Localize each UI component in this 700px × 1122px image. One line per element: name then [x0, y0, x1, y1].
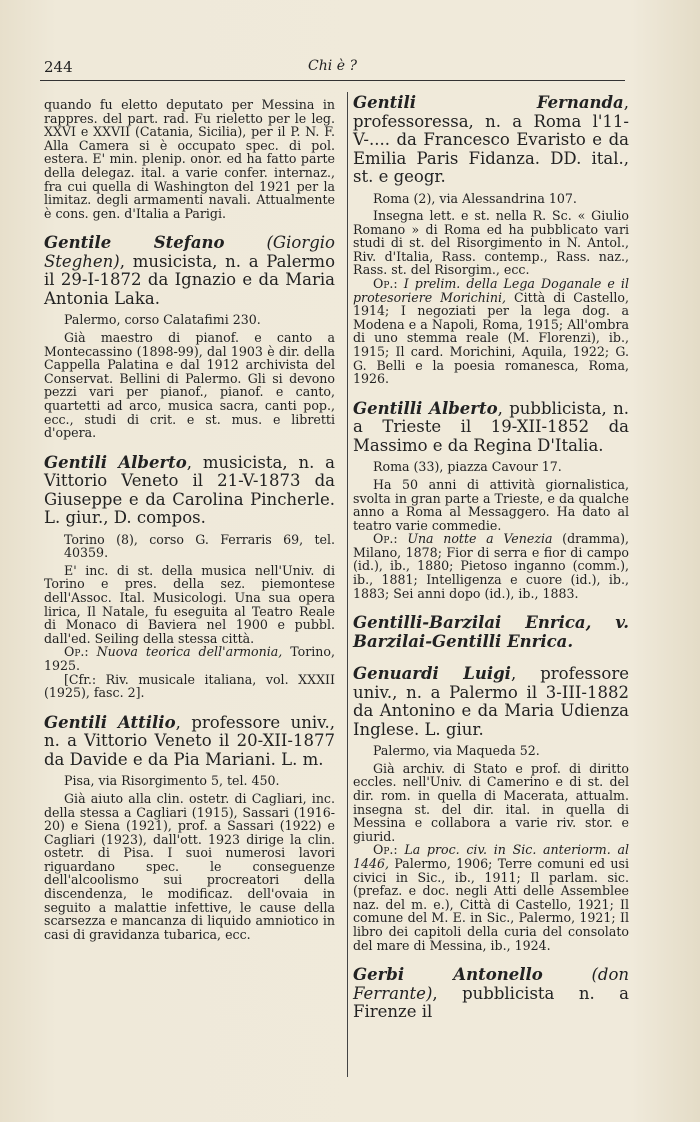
entry-reference: [Cfr.: Riv. musicale italiana, vol. XXXII (1925), fasc. 2]. — [44, 671, 335, 701]
works-label: Op.: — [373, 531, 398, 547]
works-label: Op.: — [373, 842, 398, 858]
entry-description: , musicista, n. a Palermo il 29-I-1872 da Ignazio e da Maria Antonia Laka. — [44, 251, 335, 308]
entry-heading — [353, 614, 629, 651]
entry-gerbi-antonello — [353, 966, 629, 1022]
entry-description: , pubblicista n. a Firenze il — [353, 983, 629, 1022]
works-title: Una notte a Venezia — [407, 531, 553, 547]
entry-description: , musicista, n. a Vittorio Veneto il 21-V-1873 da Giuseppe e da Carolina Pincherle. L. giur., D. compos. — [44, 452, 336, 528]
entry-name: Genuardi Luigi — [353, 664, 511, 684]
entry-name: Gentilli Alberto — [353, 398, 498, 418]
entry-address: Roma (33), piazza Cavour 17. — [373, 459, 562, 475]
entry-heading — [44, 234, 335, 308]
right-column — [353, 94, 629, 1036]
entry-name: Gentili Attilio — [44, 712, 176, 732]
column-divider — [347, 92, 348, 1077]
entry-body: Insegna lett. e st. nella R. Sc. « Giulio Romano » di Roma ed ha pubblicato vari studi di st. del Risorgimento in N. Antol., Riv. d'Italia, Rass. contemp., Rass. naz., Rass. st. del Risorgim., ecc. — [353, 208, 629, 278]
entry-heading — [353, 966, 629, 1022]
entry-works — [353, 277, 629, 386]
continuation-entry — [44, 98, 335, 220]
entry-alias: (Giorgio Steghen) — [44, 233, 335, 271]
entry-works — [353, 532, 629, 600]
works-label: Op.: — [64, 644, 89, 660]
works-label: Op.: — [373, 276, 398, 292]
entry-description: , professore univ., n. a Palermo il 3-III-1882 da Antonino e da Maria Udienza Inglese. L. giur. — [353, 664, 629, 739]
entry-heading — [353, 94, 629, 187]
entry-address: Palermo, via Maqueda 52. — [373, 743, 540, 759]
works-title: I prelim. della Lega Doganale e il protesoriere Morichini, — [353, 276, 629, 305]
entry-address: Palermo, corso Calatafimi 230. — [64, 312, 261, 328]
left-column — [44, 98, 335, 955]
entry-name: Gentili Fernanda — [353, 93, 624, 112]
works-rest: Palermo, 1906; Terre comuni ed usi civici in Sic., ib., 1911; Il parlam. sic. (prefaz. e doc. negli Atti delle Assemblee naz. del m. e.), Città di Castello, 1921; Il comune del M. E. in Sic., Palermo, 1921; Il libro dei capitoli della curia del consolato del mare di Messina, ib., 1924. — [353, 856, 629, 953]
entry-body: Già aiuto alla clin. ostetr. di Cagliari, inc. della stessa a Cagliari (1915), Sassari (1916-20) e Siena (1921), prof. a Sassari (1922) e Cagliari (1923), dall'ott. 1923 dirige la clin. ostetr. di Pisa. I suoi numerosi lavori riguardano spec. le conseguenze dell'alcoolismo sui procreatori della discendenza, le modificaz. dell'ovaia in seguito a malattie infettive, le cause della scarsezza e mancanza di liquido amniotico in casi di gravidanza tubarica, ecc. — [44, 790, 335, 942]
entry-heading — [353, 400, 629, 456]
entry-description: , professore univ., n. a Vittorio Veneto il 20-XII-1877 da Davide e da Pia Mariani. L. m. — [44, 712, 335, 769]
entry-description: , professoressa, n. a Roma l'11-V-.... da Francesco Evaristo e da Emilia Paris Fidanza. DD. ital., st. e geogr. — [353, 93, 629, 186]
entry-works — [44, 645, 335, 672]
works-title: La proc. civ. in Sic. anteriorm. al 1446, — [353, 842, 629, 871]
entry-address: Pisa, via Risorgimento 5, tel. 450. — [64, 773, 280, 789]
entry-address: Torino (8), corso G. Ferraris 69, tel. 40359. — [64, 531, 335, 561]
page-number: 244 — [44, 58, 73, 76]
entry-genuardi-luigi — [353, 665, 629, 952]
running-head: Chi è ? — [308, 58, 357, 74]
entry-body: Già archiv. di Stato e prof. di diritto eccles. nell'Univ. di Camerino e di st. del dir. rom. in quella di Macerata, attualm. insegna st. del dir. ital. in quella di Messina e collabora a varie riv. stor. e giurid. — [353, 760, 629, 844]
entry-body: E' inc. di st. della musica nell'Univ. di Torino e pres. della sez. piemontese dell'Assoc. Ital. Musicologi. Una sua opera lirica, Il Natale, fu eseguita al Teatro Reale di Monaco di Baviera nel 1900 e pubbl. dall'ed. Seiling della stessa città. — [44, 562, 335, 646]
works-rest: Torino, 1925. — [44, 644, 335, 674]
entry-gentili-fernanda — [353, 94, 629, 386]
entry-gentilli-alberto — [353, 400, 629, 600]
entry-works — [353, 843, 629, 952]
entry-gentili-attilio — [44, 714, 335, 942]
entry-name: Gentilli-Barzilai Enrica, — [353, 613, 592, 633]
entry-gentile-stefano — [44, 234, 335, 439]
works-rest: Città di Castello, 1914; I negoziati per la lega dog. a Modena e a Napoli, Roma, 1915; All'ombra di uno stemma reale (M. Florenzi), ib., 1915; Il card. Morichini, Aquila, 1922; G. G. Belli e la poesia romanesca, Roma, 1926. — [353, 289, 630, 387]
page-header — [40, 58, 625, 78]
entry-body: Ha 50 anni di attività giornalistica, svolta in gran parte a Trieste, e da qualche anno a Roma al Messaggero. Ha dato al teatro varie commedie. — [353, 476, 629, 533]
works-rest: (dramma), Milano, 1878; Fior di serra e fior di campo (id.), ib., 1880; Pietoso inganno (comm.), ib., 1881; Intelligenza e cuore (id.), ib., 1883; Sei anni dopo (id.), ib., 1883. — [353, 531, 629, 601]
entry-name: Gentile Stefano — [44, 233, 225, 253]
entry-gentilli-barzilai — [353, 614, 629, 651]
entry-address: Roma (2), via Alessandrina 107. — [373, 190, 577, 206]
entry-body: Già maestro di pianof. e canto a Montecassino (1898-99), dal 1903 è dir. della Cappella Palatina e dal 1912 archivista del Conservat. Bellini di Palermo. Gli si devono pezzi vari per pianof., pianof. e canto, quartetti ad arco, musica sacra, canti pop., ecc., studi di crit. e st. mus. e libretti d'opera. — [44, 329, 335, 441]
works-title: Nuova teorica dell'armonia, — [96, 644, 283, 660]
entry-heading — [353, 665, 629, 739]
entry-name: Gerbi Antonello — [353, 965, 543, 985]
entry-gentili-alberto — [44, 454, 335, 700]
entry-name: Gentili Alberto — [44, 452, 187, 472]
header-rule — [40, 80, 625, 81]
entry-description: , pubblicista, n. a Trieste il 19-XII-1852 da Massimo e da Regina D'Italia. — [353, 398, 629, 455]
entry-heading — [44, 454, 335, 528]
continuation-text: quando fu eletto deputato per Messina in rappres. del part. rad. Fu rieletto per le leg. XXVI e XXVII (Catania, Sicilia), per il P. N. F. Alla Camera si è occupato spec. di pol. estera. E' min. plenip. onor. ed ha fatto parte della delegaz. ital. a varie confer. internaz., fra cui quella di Washington del 1921 per la limitaz. degli armamenti navali. Attualmente è cons. gen. d'Italia a Parigi. — [44, 97, 335, 221]
entry-heading — [44, 714, 335, 770]
entry-description: v. Barzilai-Gentilli Enrica. — [353, 613, 629, 651]
entry-alias: (don Ferrante) — [353, 965, 630, 1003]
